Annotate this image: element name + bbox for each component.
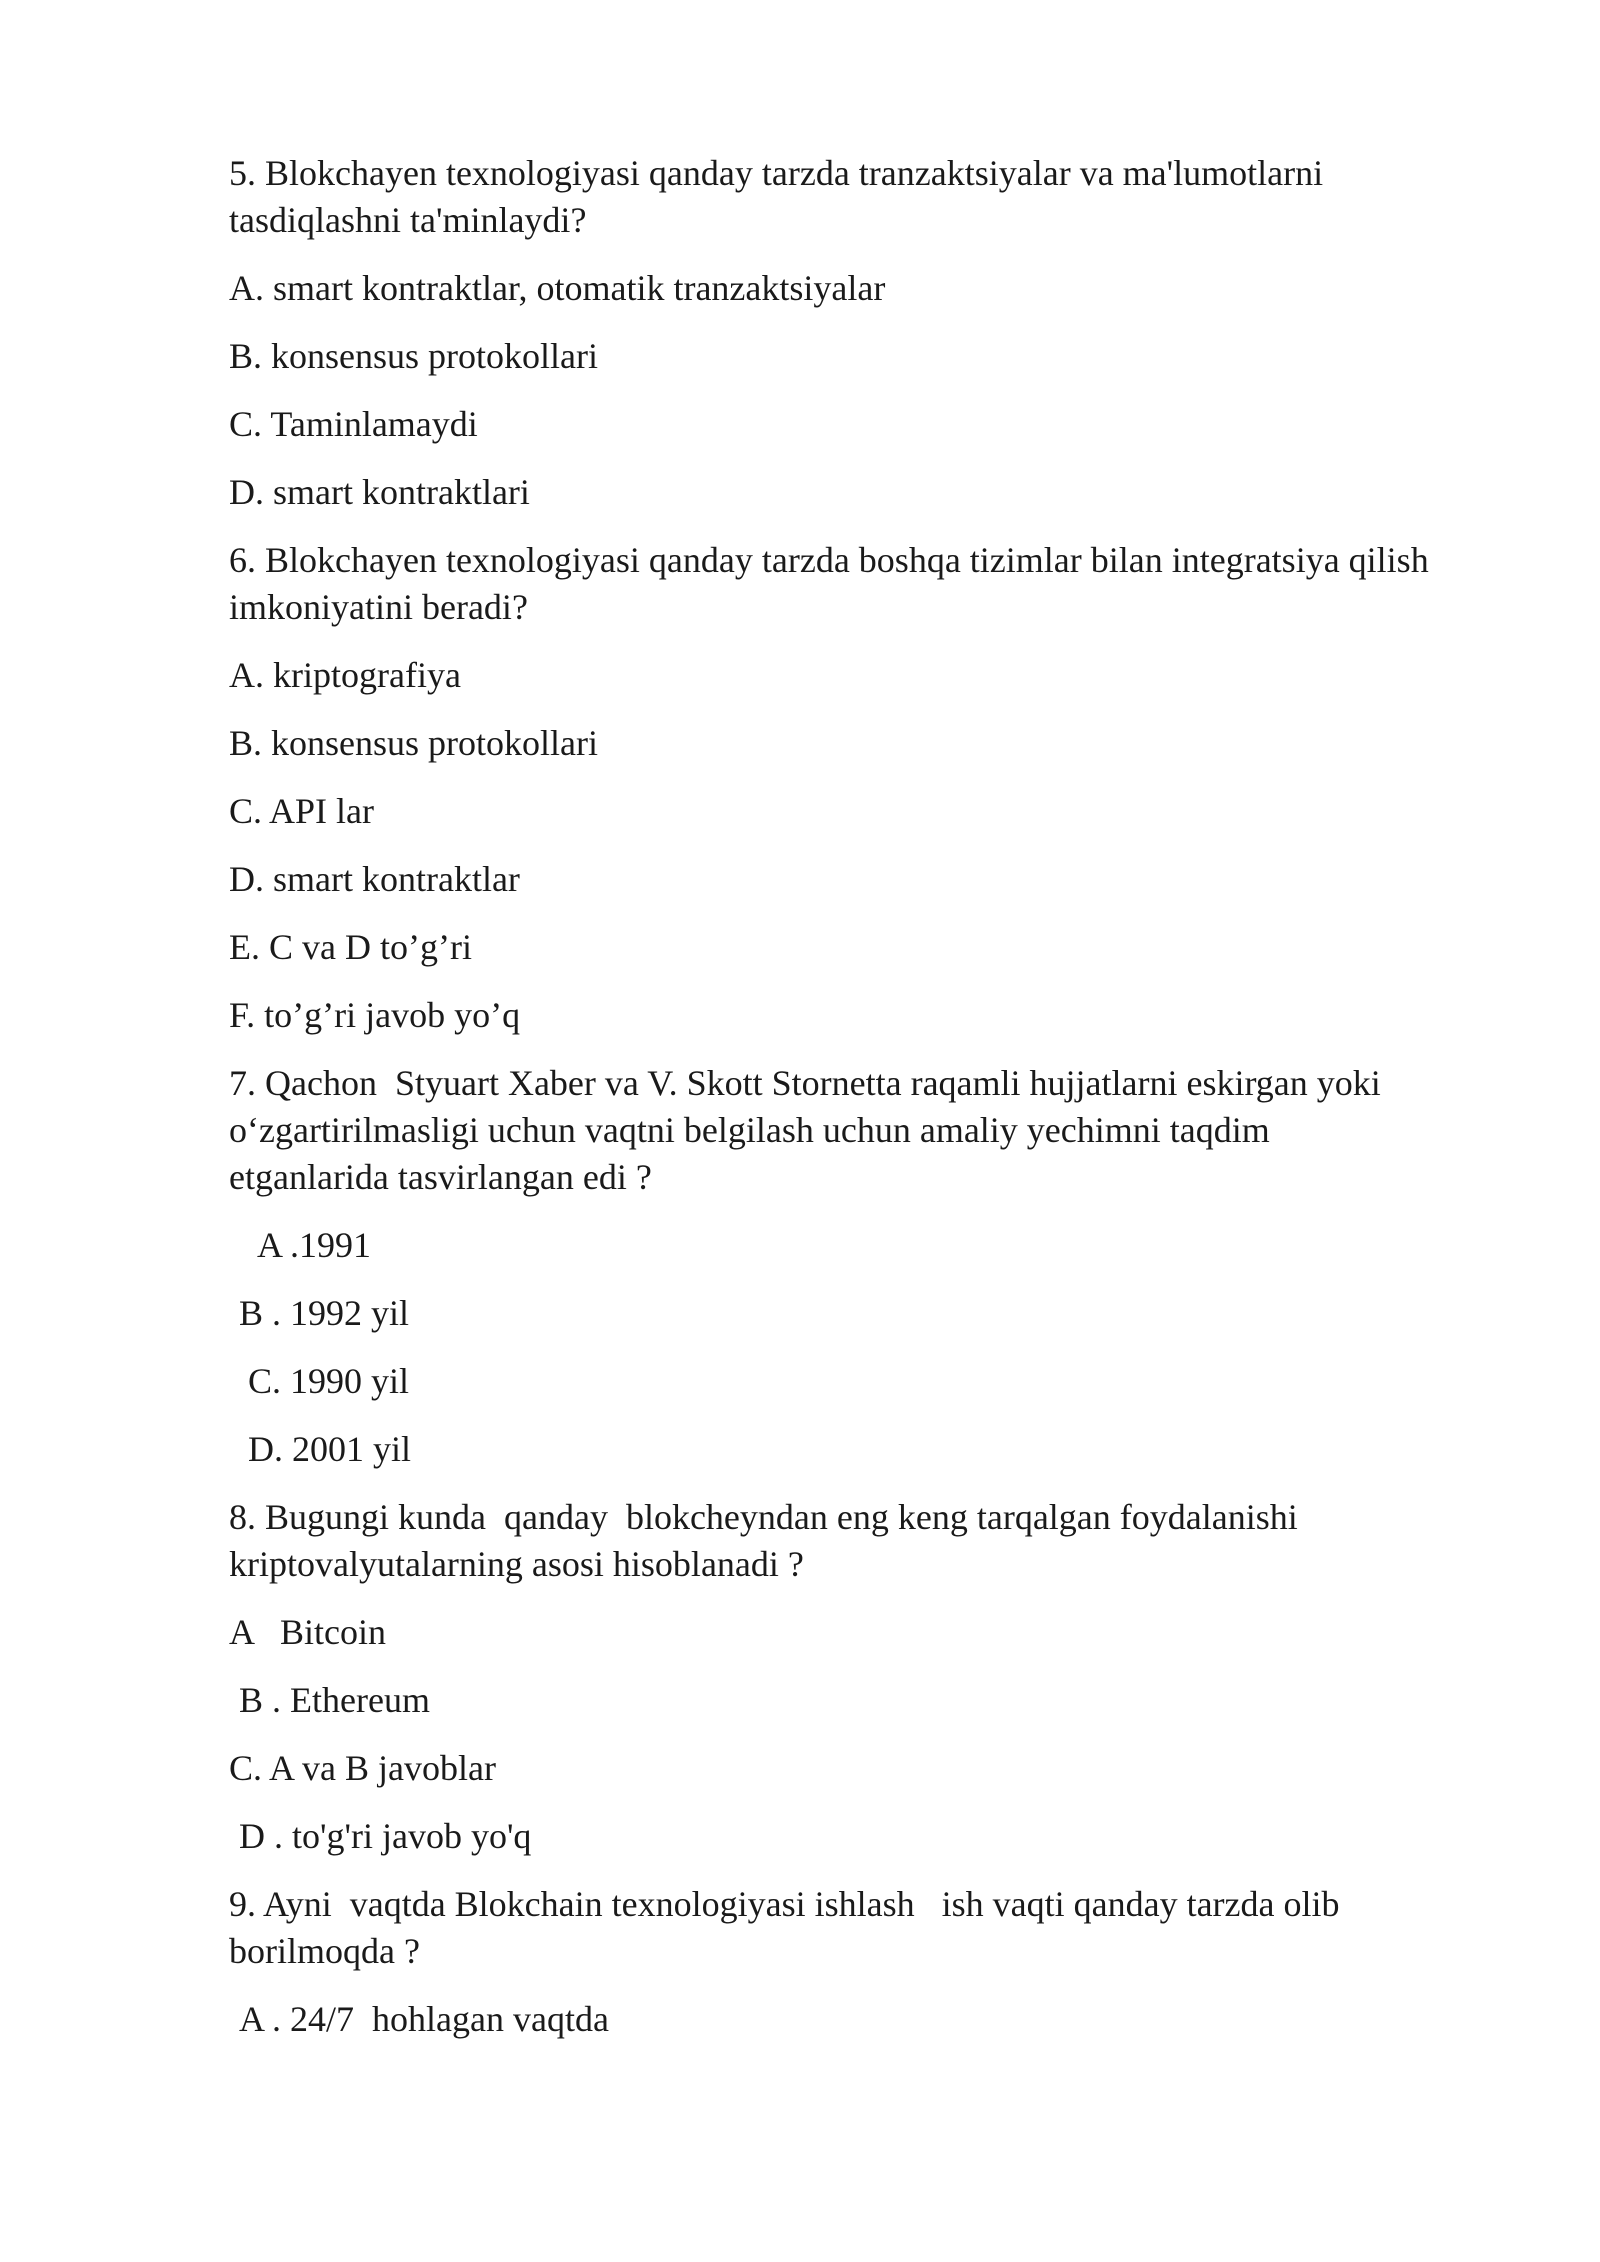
question-8-option-d: D . to'g'ri javob yo'q <box>239 1816 532 1856</box>
question-6-text: 6. Blokchayen texnologiyasi qanday tarzda boshqa tizimlar bilan integratsiya qilish imkoniyatini beradi? <box>229 540 1429 627</box>
question-5-option-d: D. smart kontraktlari <box>229 472 530 512</box>
question-6-option-b: B. konsensus protokollari <box>229 723 598 763</box>
question-7-option-c: C. 1990 yil <box>248 1361 410 1401</box>
question-5-text: 5. Blokchayen texnologiyasi qanday tarzda tranzaktsiyalar va ma'lumotlarni tasdiqlashni ta'minlaydi? <box>229 153 1324 240</box>
question-6-option-c: C. API lar <box>229 791 375 831</box>
question-9-option-a: A . 24/7 hohlagan vaqtda <box>239 1999 609 2039</box>
question-8-option-b: B . Ethereum <box>239 1680 430 1720</box>
document-content <box>229 150 1529 2064</box>
question-7-option-b: B . 1992 yil <box>239 1293 410 1333</box>
question-5-option-c: C. Taminlamaydi <box>229 404 478 444</box>
question-7-option-d: D. 2001 yil <box>248 1429 412 1469</box>
question-6-option-d: D. smart kontraktlar <box>229 859 520 899</box>
question-6-option-e: E. C va D to’g’ri <box>229 927 472 967</box>
question-6-option-a: A. kriptografiya <box>229 655 461 695</box>
question-9-text: 9. Ayni vaqtda Blokchain texnologiyasi ishlash ish vaqti qanday tarzda olib borilmoqda ? <box>229 1884 1340 1971</box>
question-7-option-a: A .1991 <box>257 1225 372 1265</box>
question-6-option-f: F. to’g’ri javob yo’q <box>229 995 521 1035</box>
question-8-option-c: C. A va B javoblar <box>229 1748 496 1788</box>
question-8-text: 8. Bugungi kunda qanday blokcheyndan eng keng tarqalgan foydalanishi kriptovalyutalarning asosi hisoblanadi ? <box>229 1497 1298 1584</box>
question-5-option-a: A. smart kontraktlar, otomatik tranzaktsiyalar <box>229 268 886 308</box>
question-5-option-b: B. konsensus protokollari <box>229 336 598 376</box>
question-8-option-a: A Bitcoin <box>229 1612 387 1652</box>
question-7-text: 7. Qachon Styuart Xaber va V. Skott Stornetta raqamli hujjatlarni eskirgan yoki o‘zgartirilmasligi uchun vaqtni belgilash uchun amaliy yechimni taqdim etganlarida tasvirlangan edi ? <box>229 1063 1381 1197</box>
